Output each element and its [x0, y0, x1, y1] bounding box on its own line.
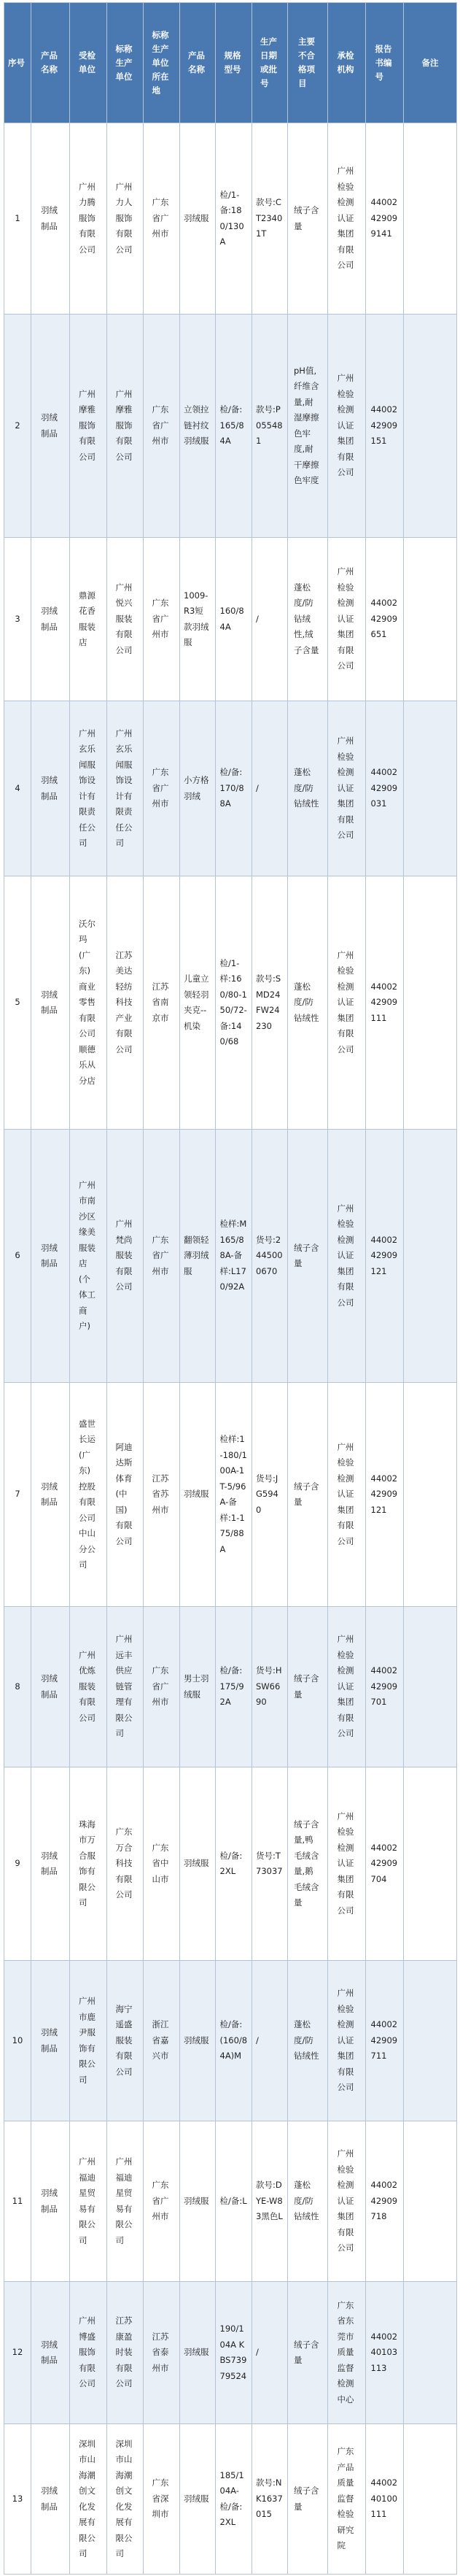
- cell-batch: 款号:CT23401T: [252, 123, 288, 315]
- cell-batch: /: [252, 1961, 288, 2121]
- cell-batch: 货号:2445000670: [252, 1130, 288, 1383]
- cell-spec: 185/104A-检/备:2XL: [216, 2424, 252, 2575]
- table-row: [4, 2282, 457, 2424]
- cell-serial: 11: [4, 2121, 31, 2282]
- cell-spec: 160/84A: [216, 538, 252, 701]
- cell-report: 4400242909121: [366, 1130, 404, 1383]
- cell-name: 立领拉链衬纹羽绒服: [180, 315, 216, 538]
- cell-product: 羽绒制品: [31, 2282, 70, 2424]
- table-row: [4, 1767, 457, 1961]
- cell-agency: 广州检验检测认证集团有限公司: [328, 876, 366, 1130]
- cell-name: 羽绒服: [180, 1961, 216, 2121]
- cell-note: [404, 2424, 457, 2575]
- cell-serial: 9: [4, 1767, 31, 1961]
- table-row: [4, 1383, 457, 1607]
- cell-agency: 广东省东莞市质量监督检测中心: [328, 2282, 366, 2424]
- cell-report: 4400242909718: [366, 2121, 404, 2282]
- cell-product: 羽绒制品: [31, 1767, 70, 1961]
- cell-note: [404, 1130, 457, 1383]
- cell-inspected: 广州摩雅服饰有限公司: [70, 315, 107, 538]
- cell-producer: 阿迪达斯体育(中国)有限公司: [107, 1383, 144, 1607]
- cell-batch: 款号:NK1637015: [252, 2424, 288, 2575]
- cell-name: 羽绒服: [180, 1767, 216, 1961]
- cell-product: 羽绒制品: [31, 315, 70, 538]
- cell-agency: 广州检验检测认证集团有限公司: [328, 1130, 366, 1383]
- cell-producer: 广州梵尚服装有限公司: [107, 1130, 144, 1383]
- cell-note: [404, 1767, 457, 1961]
- cell-report: 4400242909111: [366, 876, 404, 1130]
- cell-name: 羽绒服: [180, 2424, 216, 2575]
- cell-location: 广东省中山市: [144, 1767, 180, 1961]
- cell-product: 羽绒制品: [31, 2121, 70, 2282]
- cell-agency: 广州检验检测认证集团有限公司: [328, 1607, 366, 1767]
- cell-inspected: 深圳市山海潮创文化发展有限公司: [70, 2424, 107, 2575]
- cell-failed: 绒子含量: [288, 2282, 328, 2424]
- cell-spec: 检/备:L: [216, 2121, 252, 2282]
- header-failed-items: 主要不合格项目: [288, 3, 328, 123]
- cell-location: 广东省广州市: [144, 538, 180, 701]
- cell-serial: 5: [4, 876, 31, 1130]
- cell-serial: 2: [4, 315, 31, 538]
- cell-spec: 检样:M165/88A-备样:L170/92A: [216, 1130, 252, 1383]
- cell-agency: 广东产品质量监督检验研究院: [328, 2424, 366, 2575]
- table-row: [4, 315, 457, 538]
- cell-producer: 江苏美达轻纺科技产业有限公司: [107, 876, 144, 1130]
- cell-inspected: 沃尔玛(广东)商业零售有限公司顺德乐从分店: [70, 876, 107, 1130]
- cell-spec: 检/备:175/92A: [216, 1607, 252, 1767]
- cell-inspected: 鼎源花香服装店: [70, 538, 107, 701]
- cell-inspected: 广州福迪星贸易有限公司: [70, 2121, 107, 2282]
- table-header-row: [4, 3, 457, 123]
- cell-report: 44002429099141: [366, 123, 404, 315]
- cell-report: 4400240100111: [366, 2424, 404, 2575]
- cell-product: 羽绒制品: [31, 1130, 70, 1383]
- cell-batch: 款号:P055481: [252, 315, 288, 538]
- cell-failed: 蓬松度/防钻绒性: [288, 1961, 328, 2121]
- cell-spec: 检/备:(160/84A)M: [216, 1961, 252, 2121]
- cell-agency: 广州检验检测认证集团有限公司: [328, 123, 366, 315]
- cell-location: 广东省广州市: [144, 2121, 180, 2282]
- cell-location: 江苏省苏州市: [144, 1383, 180, 1607]
- cell-inspected: 广州博盛服饰有限公司: [70, 2282, 107, 2424]
- cell-batch: /: [252, 2282, 288, 2424]
- cell-producer: 广州摩雅服饰有限公司: [107, 315, 144, 538]
- cell-inspected: 广州玄乐闻服饰设计有限责任公司: [70, 701, 107, 876]
- table-row: [4, 2121, 457, 2282]
- cell-producer: 广州福迪星贸易有限公司: [107, 2121, 144, 2282]
- cell-note: [404, 876, 457, 1130]
- cell-failed: pH值,纤维含量,耐湿摩擦色牢度,耐干摩擦色牢度: [288, 315, 328, 538]
- cell-location: 广东省深圳市: [144, 2424, 180, 2575]
- cell-agency: 广州检验检测认证集团有限公司: [328, 1961, 366, 2121]
- cell-inspected: 广州市南沙区缘美服装店(个体工商户): [70, 1130, 107, 1383]
- header-producer-location: 标称生产单位所在地: [144, 3, 180, 123]
- table-row: [4, 1961, 457, 2121]
- header-serial: 序号: [4, 3, 31, 123]
- cell-report: 4400242909701: [366, 1607, 404, 1767]
- cell-report: 4400240103113: [366, 2282, 404, 2424]
- header-producer: 标称生产单位: [107, 3, 144, 123]
- cell-name: 羽绒服: [180, 123, 216, 315]
- cell-location: 浙江省嘉兴市: [144, 1961, 180, 2121]
- cell-note: [404, 701, 457, 876]
- cell-failed: 绒子含量: [288, 2424, 328, 2575]
- cell-name: 翻领轻薄羽绒服: [180, 1130, 216, 1383]
- cell-product: 羽绒制品: [31, 123, 70, 315]
- cell-spec: 检样:1-180/100A-1T-5/96A-备样:1-175/88A: [216, 1383, 252, 1607]
- cell-failed: 绒子含量: [288, 1383, 328, 1607]
- cell-batch: 货号:JG5940: [252, 1383, 288, 1607]
- cell-serial: 4: [4, 701, 31, 876]
- cell-producer: 海宁遥盛服装有限公司: [107, 1961, 144, 2121]
- cell-failed: 绒子含量: [288, 123, 328, 315]
- cell-name: 儿童立领轻羽夹克--机染: [180, 876, 216, 1130]
- cell-product: 羽绒制品: [31, 1383, 70, 1607]
- table-row: [4, 701, 457, 876]
- cell-product: 羽绒制品: [31, 538, 70, 701]
- cell-note: [404, 1607, 457, 1767]
- header-inspected-unit: 受检单位: [70, 3, 107, 123]
- cell-note: [404, 315, 457, 538]
- cell-spec: 检/备:170/88A: [216, 701, 252, 876]
- cell-report: 4400242909151: [366, 315, 404, 538]
- cell-failed: 绒子含量: [288, 1130, 328, 1383]
- cell-note: [404, 2121, 457, 2282]
- cell-agency: 广州检验检测认证集团有限公司: [328, 701, 366, 876]
- table-row: [4, 2424, 457, 2575]
- cell-producer: 江苏康盈时装有限公司: [107, 2282, 144, 2424]
- header-product-name: 产品名称: [31, 3, 70, 123]
- cell-name: 羽绒服: [180, 2282, 216, 2424]
- cell-producer: 广州悦兴服装有限公司: [107, 538, 144, 701]
- cell-spec: 检/1-样:160/80-150/72-备:140/68: [216, 876, 252, 1130]
- header-item-name: 产品名称: [180, 3, 216, 123]
- cell-inspected: 广州优炼服装有限公司: [70, 1607, 107, 1767]
- cell-location: 广东省广州市: [144, 1130, 180, 1383]
- cell-producer: 广州玄乐闻服饰设计有限责任公司: [107, 701, 144, 876]
- table-row: [4, 123, 457, 315]
- cell-report: 4400242909704: [366, 1767, 404, 1961]
- cell-report: 4400242909031: [366, 701, 404, 876]
- header-spec: 规格型号: [216, 3, 252, 123]
- cell-failed: 蓬松度/防钻绒性: [288, 701, 328, 876]
- cell-failed: 蓬松度/防钻绒性: [288, 2121, 328, 2282]
- cell-location: 广东省广州市: [144, 701, 180, 876]
- cell-batch: 款号:SMD24FW24230: [252, 876, 288, 1130]
- cell-agency: 广州检验检测认证集团有限公司: [328, 315, 366, 538]
- inspection-results-table: [4, 2, 457, 2575]
- cell-product: 羽绒制品: [31, 701, 70, 876]
- cell-location: 江苏省南京市: [144, 876, 180, 1130]
- cell-agency: 广州检验检测认证集团有限公司: [328, 2121, 366, 2282]
- cell-serial: 7: [4, 1383, 31, 1607]
- cell-product: 羽绒制品: [31, 1607, 70, 1767]
- cell-name: 小方格羽绒: [180, 701, 216, 876]
- cell-serial: 1: [4, 123, 31, 315]
- cell-inspected: 珠海市万合服饰有限公司: [70, 1767, 107, 1961]
- cell-serial: 8: [4, 1607, 31, 1767]
- cell-product: 羽绒制品: [31, 876, 70, 1130]
- cell-name: 1009-R3短款羽绒服: [180, 538, 216, 701]
- cell-agency: 广州检验检测认证集团有限公司: [328, 1383, 366, 1607]
- cell-serial: 13: [4, 2424, 31, 2575]
- table-row: [4, 876, 457, 1130]
- cell-location: 江苏省泰州市: [144, 2282, 180, 2424]
- cell-location: 广东省广州市: [144, 123, 180, 315]
- cell-agency: 广州检验检测认证集团有限公司: [328, 1767, 366, 1961]
- table-row: [4, 538, 457, 701]
- cell-location: 广东省广州市: [144, 315, 180, 538]
- cell-inspected: 广州力腾服饰有限公司: [70, 123, 107, 315]
- table-row: [4, 1130, 457, 1383]
- cell-spec: 检/备:165/84A: [216, 315, 252, 538]
- cell-batch: /: [252, 701, 288, 876]
- cell-serial: 12: [4, 2282, 31, 2424]
- cell-name: 羽绒服: [180, 2121, 216, 2282]
- cell-spec: 190/104A KBS73979524: [216, 2282, 252, 2424]
- cell-product: 羽绒制品: [31, 1961, 70, 2121]
- cell-note: [404, 123, 457, 315]
- cell-failed: 蓬松度/防钻绒性: [288, 876, 328, 1130]
- header-agency: 承检机构: [328, 3, 366, 123]
- cell-producer: 深圳市山海潮创文化发展有限公司: [107, 2424, 144, 2575]
- cell-name: 羽绒服: [180, 1383, 216, 1607]
- header-note: 备注: [404, 3, 457, 123]
- cell-failed: 蓬松度/防钻绒性,绒子含量: [288, 538, 328, 701]
- cell-note: [404, 1383, 457, 1607]
- cell-note: [404, 2282, 457, 2424]
- cell-failed: 绒子含量,鸭毛绒含量,鹅毛绒含量: [288, 1767, 328, 1961]
- header-batch: 生产日期或批号: [252, 3, 288, 123]
- cell-inspected: 广州市鹿尹服饰有限公司: [70, 1961, 107, 2121]
- header-report-no: 报告书编号: [366, 3, 404, 123]
- cell-location: 广东省广州市: [144, 1607, 180, 1767]
- cell-product: 羽绒制品: [31, 2424, 70, 2575]
- cell-failed: 绒子含量: [288, 1607, 328, 1767]
- cell-producer: 广州远丰供应链管理有限公司: [107, 1607, 144, 1767]
- cell-spec: 检/1-备:180/130A: [216, 123, 252, 315]
- cell-name: 男士羽绒服: [180, 1607, 216, 1767]
- cell-serial: 10: [4, 1961, 31, 2121]
- cell-note: [404, 538, 457, 701]
- cell-serial: 6: [4, 1130, 31, 1383]
- cell-inspected: 盛世长运(广东)控股有限公司中山分公司: [70, 1383, 107, 1607]
- cell-producer: 广州力人服饰有限公司: [107, 123, 144, 315]
- cell-batch: 货号:T73037: [252, 1767, 288, 1961]
- cell-batch: /: [252, 538, 288, 701]
- cell-agency: 广州检验检测认证集团有限公司: [328, 538, 366, 701]
- cell-batch: 款号:DYE-W83黑色L: [252, 2121, 288, 2282]
- cell-producer: 广东万合科技有限公司: [107, 1767, 144, 1961]
- cell-serial: 3: [4, 538, 31, 701]
- cell-report: 4400242909651: [366, 538, 404, 701]
- cell-report: 4400242909711: [366, 1961, 404, 2121]
- table-row: [4, 1607, 457, 1767]
- cell-batch: 货号:HSW6690: [252, 1607, 288, 1767]
- cell-spec: 检/备:2XL: [216, 1767, 252, 1961]
- cell-note: [404, 1961, 457, 2121]
- cell-report: 4400242909121: [366, 1383, 404, 1607]
